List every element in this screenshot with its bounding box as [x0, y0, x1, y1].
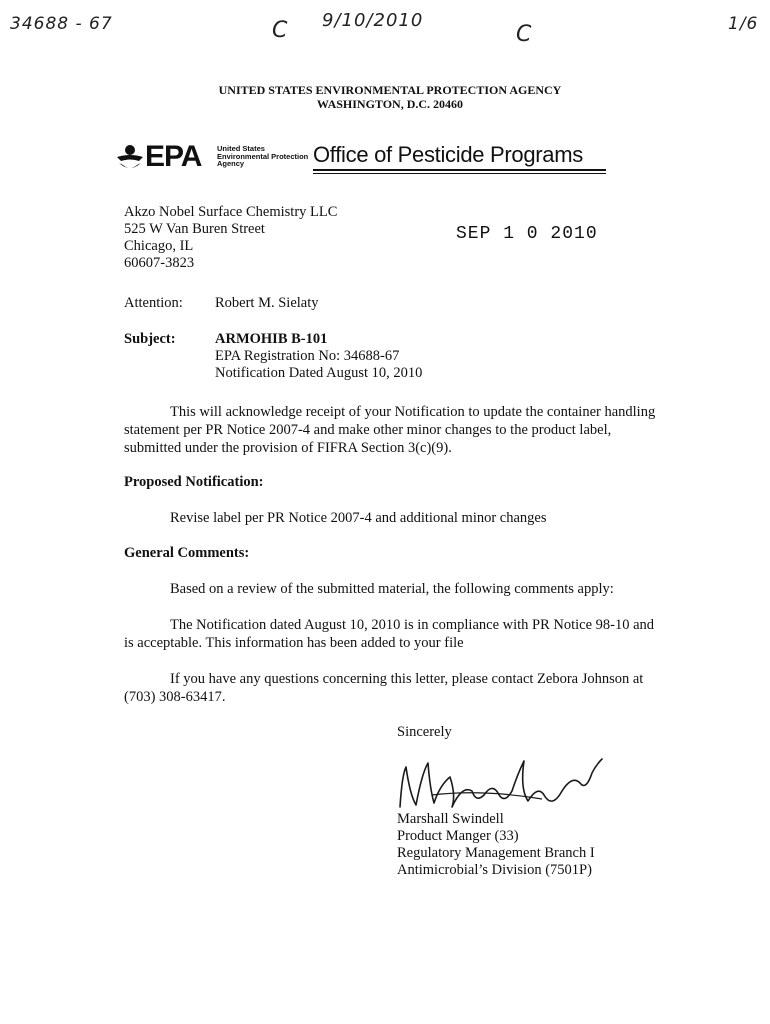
agency-city: WASHINGTON, D.C. 20460	[316, 97, 464, 111]
title-rule-thick	[313, 169, 606, 171]
received-date-stamp: SEP 1 0 2010	[456, 224, 598, 244]
general-text: Based on a review of the submitted material, the following comments apply:	[170, 581, 614, 597]
general-heading: General Comments:	[124, 545, 250, 561]
intro-paragraph: This will acknowledge receipt of your Notification to update the container handling statement per PR Notice 2007-4 and make other minor changes to the product label, submitted under the provision of FIFRA Section 3(c)(9).	[124, 404, 656, 456]
logo-line-2: Environmental Protection	[217, 151, 309, 161]
subject-registration: EPA Registration No: 34688-67	[215, 348, 400, 364]
logo-line-1: United States	[217, 144, 265, 153]
address-zip: 60607-3823	[124, 255, 195, 271]
epa-logo	[115, 140, 215, 173]
proposed-heading: Proposed Notification:	[124, 474, 264, 490]
handwritten-date: 9/10/2010	[322, 10, 424, 31]
handwritten-mark-1: C	[272, 18, 289, 43]
letterhead-header	[190, 83, 590, 111]
signer-division: Antimicrobial’s Division (7501P)	[397, 862, 592, 878]
epa-logo-text	[217, 145, 308, 168]
contact-paragraph: If you have any questions concerning this letter, please contact Zebora Johnson at (703) 308-63417.	[124, 671, 644, 705]
handwritten-page-number: 1/6	[728, 14, 759, 34]
signature-block	[397, 811, 595, 879]
subject-notification: Notification Dated August 10, 2010	[215, 365, 423, 381]
handwritten-mark-2: C	[516, 22, 533, 47]
proposed-text: Revise label per PR Notice 2007-4 and additional minor changes	[170, 510, 547, 526]
logo-line-3: Agency	[217, 159, 245, 168]
subject-product: ARMOHIB B-101	[215, 331, 328, 347]
recipient-address	[124, 204, 337, 272]
signer-branch: Regulatory Management Branch I	[397, 845, 595, 861]
signer-name: Marshall Swindell	[397, 811, 504, 827]
epa-logo-abbr: EPA	[145, 140, 202, 173]
subject-block	[215, 331, 422, 382]
agency-name: UNITED STATES ENVIRONMENTAL PROTECTION AGENCY	[218, 83, 562, 97]
epa-flower-icon	[115, 143, 145, 173]
compliance-paragraph: The Notification dated August 10, 2010 is in compliance with PR Notice 98-10 and is acceptable. This information has been added to your file	[124, 617, 655, 651]
closing-salutation: Sincerely	[397, 724, 452, 740]
attention-value: Robert M. Sielaty	[215, 295, 319, 311]
office-title: Office of Pesticide Programs	[313, 142, 583, 167]
attention-label: Attention:	[124, 295, 183, 311]
address-company: Akzo Nobel Surface Chemistry LLC	[124, 204, 338, 220]
title-rule-thin	[313, 173, 606, 174]
subject-label: Subject:	[124, 331, 176, 347]
signer-title: Product Manger (33)	[397, 828, 519, 844]
address-street: 525 W Van Buren Street	[124, 221, 265, 237]
address-city: Chicago, IL	[124, 238, 194, 254]
handwritten-file-number: 34688 - 67	[10, 14, 113, 34]
